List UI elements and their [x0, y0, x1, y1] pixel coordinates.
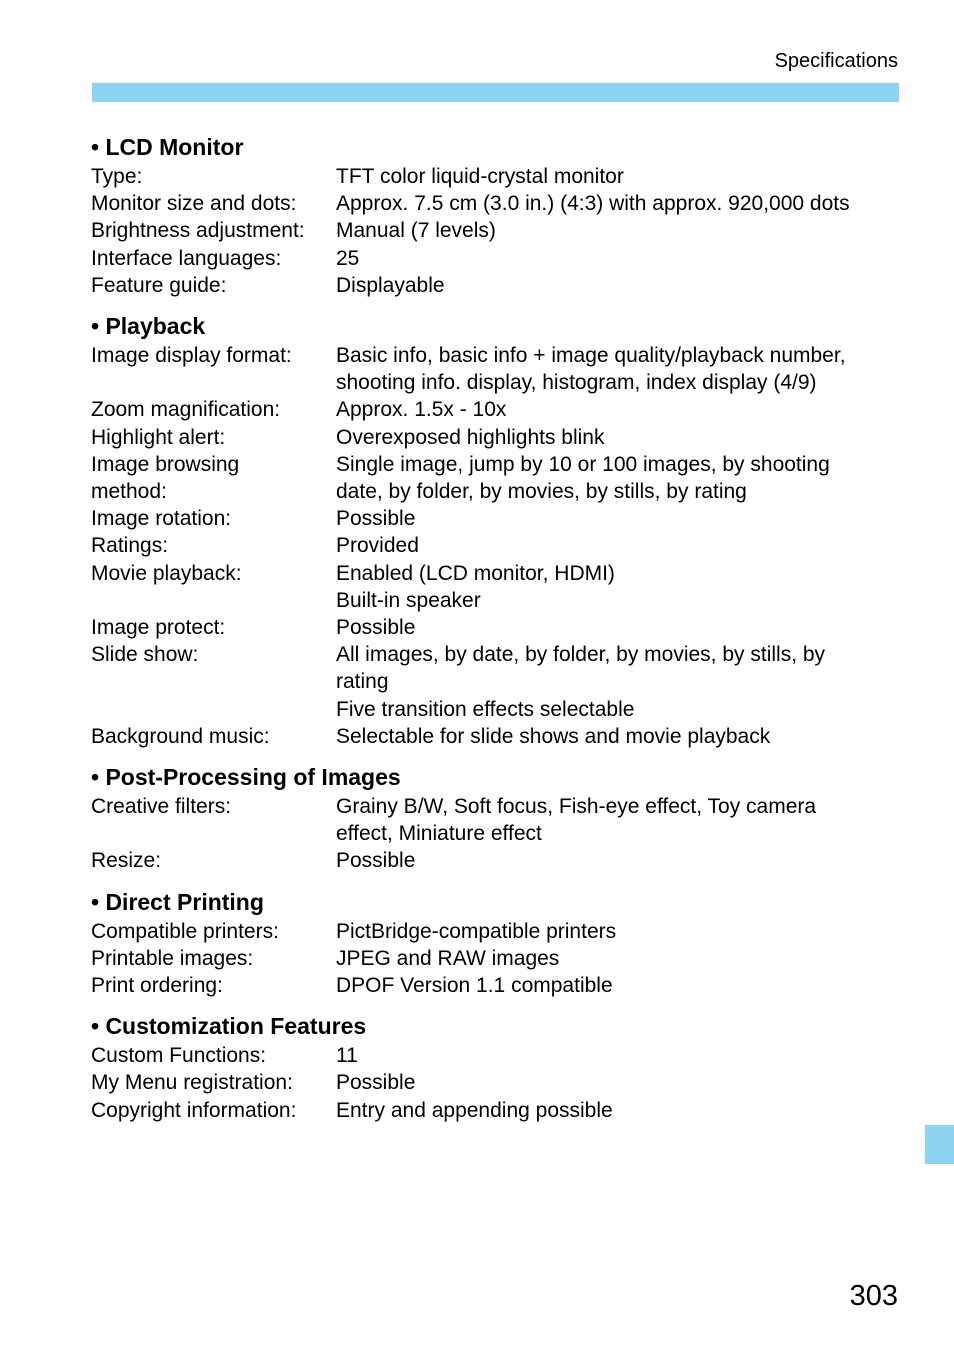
spec-label: [91, 1069, 336, 1096]
spec-section: [91, 1011, 899, 1124]
spec-value-line: Possible: [336, 616, 416, 640]
spec-value: [336, 1097, 899, 1124]
spec-label-line: Printable images:: [91, 946, 254, 970]
page-number: 303: [849, 1280, 898, 1312]
spec-label-line: Ratings:: [91, 534, 169, 558]
spec-label-line: Resize:: [91, 849, 162, 873]
spec-label-line: Image protect:: [91, 616, 226, 640]
spec-label-line: Background music:: [91, 724, 270, 748]
section-title: • Playback: [91, 313, 206, 340]
spec-row: [91, 272, 899, 299]
spec-section: [91, 887, 899, 1000]
spec-label-line: Image rotation:: [91, 507, 232, 531]
spec-row: [91, 560, 899, 614]
spec-row: [91, 614, 899, 641]
spec-label-line: Type:: [91, 165, 143, 188]
spec-value: [336, 396, 899, 423]
spec-label-line: Highlight alert:: [91, 425, 226, 449]
spec-value-line: Enabled (LCD monitor, HDMI): [336, 561, 615, 585]
spec-value-line: PictBridge-compatible printers: [336, 919, 617, 943]
spec-value-line: Possible: [336, 1071, 416, 1095]
spec-value: [336, 723, 899, 750]
spec-label-line: Print ordering:: [91, 974, 223, 998]
spec-value-line: Displayable: [336, 273, 445, 297]
spec-value: [336, 1042, 899, 1069]
spec-label: [91, 396, 336, 423]
spec-value-line: Approx. 1.5x - 10x: [336, 398, 507, 422]
spec-value-line: shooting info. display, histogram, index display (4/9): [336, 371, 817, 395]
spec-label: [91, 723, 336, 750]
spec-row: [91, 245, 899, 272]
spec-value: [336, 641, 899, 723]
spec-label: [91, 1097, 336, 1124]
spec-row: [91, 723, 899, 750]
spec-label-line: Image display format:: [91, 344, 292, 368]
spec-label: [91, 793, 336, 847]
spec-section: [91, 132, 899, 299]
spec-label: [91, 847, 336, 874]
spec-label-line: Zoom magnification:: [91, 398, 281, 422]
spec-label-line: Creative filters:: [91, 795, 232, 819]
spec-label-line: Movie playback:: [91, 561, 242, 585]
spec-row: [91, 163, 899, 190]
spec-value: [336, 505, 899, 532]
section-title: • Customization Features: [91, 1013, 367, 1040]
spec-value: [336, 1069, 899, 1096]
spec-row: [91, 342, 899, 396]
header-color-bar: [92, 83, 899, 102]
spec-label: [91, 217, 336, 244]
spec-value-line: 25: [336, 246, 360, 270]
spec-label: [91, 245, 336, 272]
spec-row: [91, 972, 899, 999]
spec-value: [336, 847, 899, 874]
spec-row: [91, 396, 899, 423]
spec-value-line: Entry and appending possible: [336, 1098, 613, 1122]
spec-value-line: JPEG and RAW images: [336, 946, 560, 970]
spec-label: [91, 190, 336, 217]
spec-value: [336, 217, 899, 244]
spec-row: [91, 505, 899, 532]
spec-section: [91, 762, 899, 875]
spec-value: [336, 424, 899, 451]
spec-value-line: effect, Miniature effect: [336, 822, 542, 846]
spec-label-line: Slide show:: [91, 643, 199, 667]
spec-value: [336, 918, 899, 945]
spec-value-line: Provided: [336, 534, 419, 558]
spec-label: [91, 505, 336, 532]
spec-row: [91, 190, 899, 217]
spec-value: [336, 532, 899, 559]
spec-section: [91, 311, 899, 750]
spec-value: [336, 163, 899, 190]
spec-row: [91, 918, 899, 945]
spec-value-line: DPOF Version 1.1 compatible: [336, 974, 613, 998]
spec-value-line: rating: [336, 670, 389, 694]
spec-value-line: Basic info, basic info + image quality/playback number,: [336, 344, 846, 368]
section-title: • Post-Processing of Images: [91, 764, 401, 791]
spec-label: [91, 163, 336, 190]
spec-value-line: All images, by date, by folder, by movies, by stills, by: [336, 643, 826, 667]
spec-row: [91, 424, 899, 451]
spec-label: [91, 532, 336, 559]
spec-value-line: Grainy B/W, Soft focus, Fish-eye effect, Toy camera: [336, 795, 817, 819]
spec-value-line: Overexposed highlights blink: [336, 425, 605, 449]
spec-row: [91, 1097, 899, 1124]
spec-label: [91, 272, 336, 299]
spec-value: [336, 272, 899, 299]
spec-row: [91, 451, 899, 505]
running-header: Specifications: [774, 50, 898, 72]
spec-value: [336, 793, 899, 847]
spec-row: [91, 793, 899, 847]
spec-value-line: Built-in speaker: [336, 588, 481, 612]
spec-value: [336, 614, 899, 641]
spec-value-line: Possible: [336, 849, 416, 873]
spec-label: [91, 342, 336, 396]
spec-label-line: Image browsing: [91, 452, 240, 476]
spec-label: [91, 972, 336, 999]
spec-value-line: date, by folder, by movies, by stills, by rating: [336, 480, 747, 504]
spec-row: [91, 847, 899, 874]
spec-label: [91, 641, 336, 723]
spec-row: [91, 532, 899, 559]
section-title: • Direct Printing: [91, 888, 264, 915]
spec-label-line: My Menu registration:: [91, 1071, 293, 1095]
spec-row: [91, 1069, 899, 1096]
spec-row: [91, 641, 899, 723]
spec-value-line: Five transition effects selectable: [336, 697, 635, 721]
spec-label-line: Copyright information:: [91, 1098, 297, 1122]
spec-value-line: TFT color liquid-crystal monitor: [336, 165, 624, 188]
spec-row: [91, 1042, 899, 1069]
spec-label: [91, 614, 336, 641]
spec-label: [91, 451, 336, 505]
spec-label-line: Brightness adjustment:: [91, 219, 305, 243]
spec-value: [336, 945, 899, 972]
spec-value: [336, 342, 899, 396]
spec-value-line: Possible: [336, 507, 416, 531]
spec-content: [91, 132, 899, 1136]
chapter-index-tab: [925, 1125, 954, 1164]
spec-label: [91, 424, 336, 451]
spec-value-line: Approx. 7.5 cm (3.0 in.) (4:3) with approx. 920,000 dots: [336, 192, 850, 216]
spec-value-line: Selectable for slide shows and movie playback: [336, 724, 771, 748]
spec-label: [91, 560, 336, 614]
spec-value: [336, 190, 899, 217]
section-title: • LCD Monitor: [91, 134, 244, 160]
spec-value-line: Manual (7 levels): [336, 219, 496, 243]
spec-value: [336, 245, 899, 272]
spec-label-line: Feature guide:: [91, 273, 227, 297]
spec-row: [91, 945, 899, 972]
spec-label-line: method:: [91, 480, 167, 504]
spec-label: [91, 1042, 336, 1069]
spec-value-line: Single image, jump by 10 or 100 images, by shooting: [336, 452, 830, 476]
spec-label-line: Interface languages:: [91, 246, 282, 270]
spec-value: [336, 560, 899, 614]
spec-label-line: Monitor size and dots:: [91, 192, 297, 216]
spec-label-line: Custom Functions:: [91, 1044, 267, 1068]
spec-label-line: Compatible printers:: [91, 919, 279, 943]
spec-label: [91, 945, 336, 972]
spec-value-line: 11: [336, 1044, 358, 1068]
spec-label: [91, 918, 336, 945]
spec-value: [336, 972, 899, 999]
spec-row: [91, 217, 899, 244]
spec-value: [336, 451, 899, 505]
